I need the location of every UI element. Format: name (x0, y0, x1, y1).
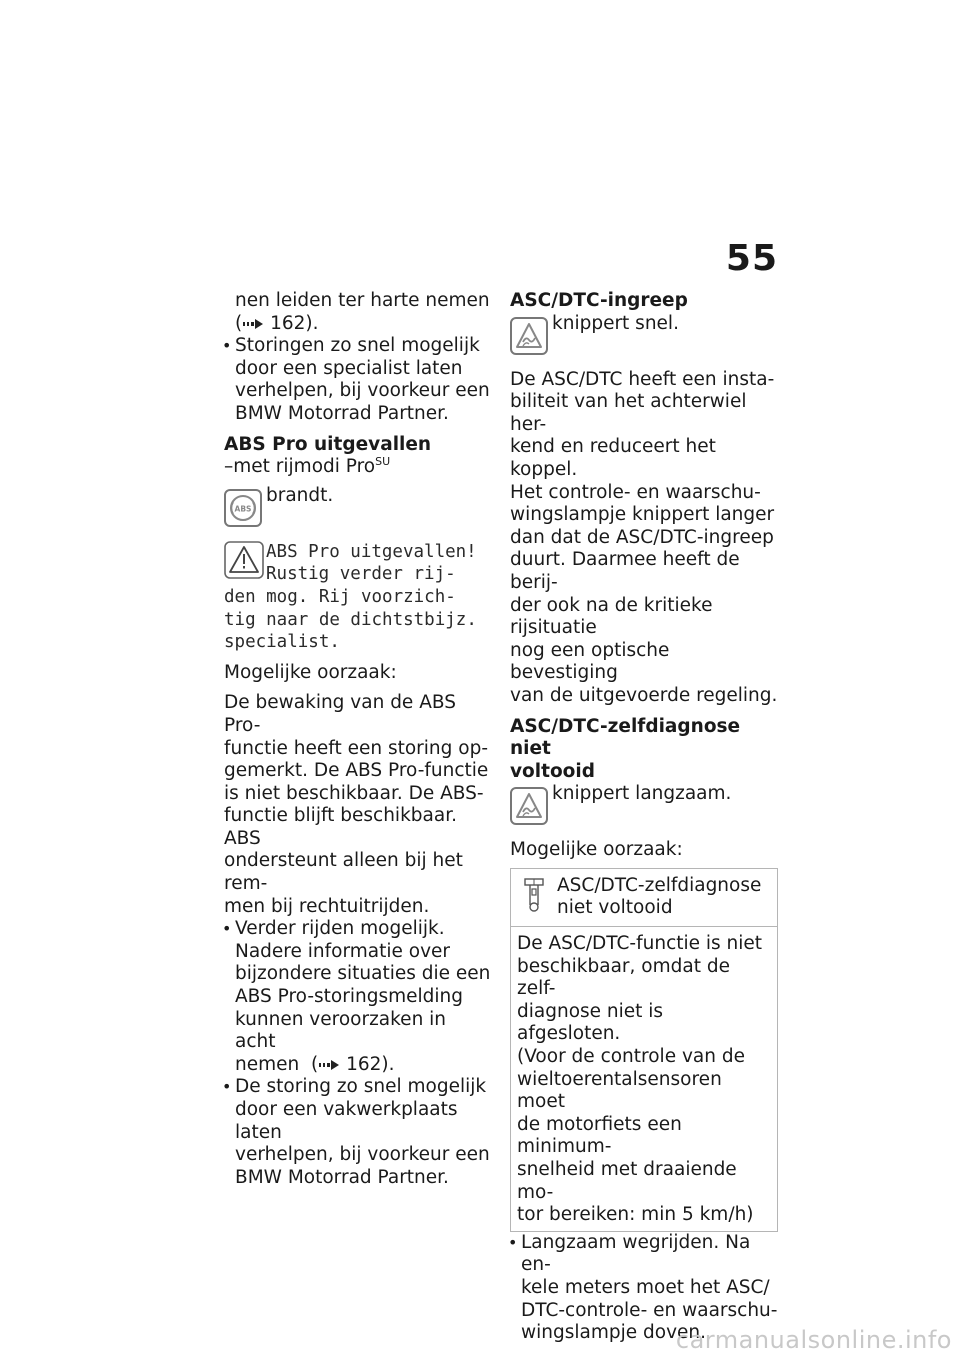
page-number: 55 (725, 238, 778, 279)
right-column (510, 290, 780, 1345)
warning-line: ABS Pro uitgevallen! (266, 541, 477, 562)
bullet-line: door een vakwerkplaats laten (235, 1099, 458, 1143)
diagnosis-gauge-icon (523, 877, 545, 913)
heading-line: voltooid (510, 760, 595, 782)
asc-lamp-graphic (514, 321, 544, 351)
asc-line: biliteit van het achterwiel her- (510, 391, 747, 435)
reference-arrow-icon (242, 317, 264, 331)
bullet-line: DTC-controle- en waarschu- (521, 1299, 778, 1321)
asc-line: dan dat de ASC/DTC-ingreep (510, 526, 774, 548)
bullet-line: BMW Motorrad Partner. (235, 1166, 449, 1188)
bullet-line: wingslampje doven. (521, 1322, 707, 1344)
table-header-line: ASC/DTC-zelfdiagnose (557, 874, 762, 896)
section-heading-asc-dtc-intervention: ASC/DTC-ingreep (510, 290, 688, 311)
warning-line: den mog. Rij voorzich- (224, 586, 456, 607)
cause-label: Mogelijke oorzaak: (224, 661, 397, 683)
bullet-line: kunnen veroorzaken in acht (235, 1008, 447, 1053)
abs-lamp-state: brandt. (266, 484, 334, 506)
table-body-line: de motorfiets een minimum- (517, 1113, 682, 1158)
cause-line: functie blijft beschikbaar. ABS (224, 805, 457, 849)
ride-mode-text: –met rijmodi Pro (224, 456, 376, 478)
intro-reference: ( 162). (235, 312, 319, 334)
table-header-line: niet voltooid (557, 897, 673, 919)
section-heading-self-diagnosis (510, 716, 780, 784)
site-watermark: carmanualsonline.info (675, 1326, 952, 1354)
bullet-line: verhelpen, bij voorkeur een (235, 380, 490, 402)
heading-line: ASC/DTC-zelfdiagnose niet (510, 715, 741, 760)
diagnosis-table-body (511, 927, 777, 1231)
asc-indicator-row-fast (510, 313, 780, 357)
abs-warning-lamp-icon (224, 489, 262, 527)
asc-indicator-row-slow (510, 783, 780, 827)
bullet-line: verhelpen, bij voorkeur een (235, 1144, 490, 1166)
cause-line: is niet beschikbaar. De ABS- (224, 782, 484, 804)
asc-line: wingslampje knippert langer (510, 504, 775, 526)
left-column (224, 290, 492, 1189)
asc-line: van de uitgevoerde regeling. (510, 684, 778, 706)
bullet-line-reference: nemen ( 162). (235, 1053, 395, 1075)
section-heading-abs-pro: ABS Pro uitgevallen (224, 433, 432, 455)
warning-line: Rustig verder rij- (266, 564, 456, 585)
asc-dtc-lamp-icon (510, 317, 548, 355)
table-body-line: beschikbaar, omdat de zelf- (517, 955, 730, 1000)
table-body-line: diagnose niet is afgesloten. (517, 1000, 664, 1045)
asc-line: kend en reduceert het koppel. (510, 436, 716, 480)
asc-line: duurt. Daarmee heeft de berij- (510, 549, 740, 593)
intro-reference-page: 162). (270, 312, 319, 334)
cause-line: De bewaking van de ABS Pro- (224, 692, 456, 736)
table-body-line: (Voor de controle van de (517, 1046, 745, 1068)
table-body-line: snelheid met draaiende mo- (517, 1159, 737, 1203)
bullet-line: • Storingen zo snel mogelijk (235, 335, 480, 357)
intro-line: nen leiden ter harte nemen (235, 290, 490, 311)
abs-lamp-graphic (228, 493, 258, 523)
warning-triangle-icon (224, 541, 264, 579)
ride-mode-note (224, 456, 492, 479)
table-body-line: De ASC/DTC-functie is niet (517, 933, 763, 955)
bullet-item-specialist (224, 335, 492, 425)
cause-paragraph (224, 692, 492, 918)
asc-line: Het controle- en waarschu- (510, 481, 761, 503)
cause-line: men bij rechtuitrijden. (224, 895, 430, 917)
asc-dtc-lamp-icon (510, 787, 548, 825)
abs-lamp-label: ABS (234, 504, 252, 514)
asc-line: De ASC/DTC heeft een insta- (510, 368, 775, 390)
diagnosis-table (510, 868, 778, 1232)
diagnosis-table-header (511, 869, 777, 927)
asc-line: nog een optische bevestiging (510, 639, 670, 684)
bullet-line: door een specialist laten (235, 357, 463, 379)
table-body-line: wieltoerentalsensoren moet (517, 1068, 722, 1113)
asc-line: der ook na de kritieke rijsituatie (510, 594, 713, 639)
table-body-line: tor bereiken: min 5 km/h) (517, 1204, 754, 1226)
bullet-line: bijzondere situaties die een (235, 963, 491, 985)
bullet-item-continue-riding (224, 918, 492, 1076)
reference-page: 162). (346, 1053, 395, 1075)
asc-lamp-state-fast: knippert snel. (552, 312, 679, 334)
reference-arrow-icon (318, 1058, 340, 1072)
asc-lamp-state-slow: knippert langzaam. (552, 783, 732, 805)
bullet-line: • De storing zo snel mogelijk (235, 1076, 487, 1098)
cause-label: Mogelijke oorzaak: (510, 839, 683, 861)
bullet-line: • Verder rijden mogelijk. (235, 918, 445, 940)
bullet-line: kele meters moet het ASC/ (521, 1276, 770, 1298)
warning-line: tig naar de dichtstbijz. (224, 609, 477, 630)
cause-line: ondersteunt alleen bij het rem- (224, 850, 463, 895)
ride-mode-superscript: SU (375, 455, 391, 468)
cause-line: gemerkt. De ABS Pro-functie (224, 760, 489, 782)
bullet-line: ABS Pro-storingsmelding (235, 986, 463, 1008)
asc-lamp-graphic (514, 791, 544, 821)
asc-explanation (510, 369, 780, 708)
warning-line: specialist. (224, 632, 340, 653)
bullet-line: • Langzaam wegrijden. Na en- (521, 1231, 751, 1276)
bullet-line: BMW Motorrad Partner. (235, 402, 449, 424)
bullet-line: Nadere informatie over (235, 940, 451, 962)
abs-indicator-row (224, 485, 492, 529)
cause-line: functie heeft een storing op- (224, 737, 489, 759)
warning-display-message (224, 541, 492, 654)
bullet-word: nemen (235, 1053, 300, 1075)
bullet-item-workshop (224, 1076, 492, 1189)
